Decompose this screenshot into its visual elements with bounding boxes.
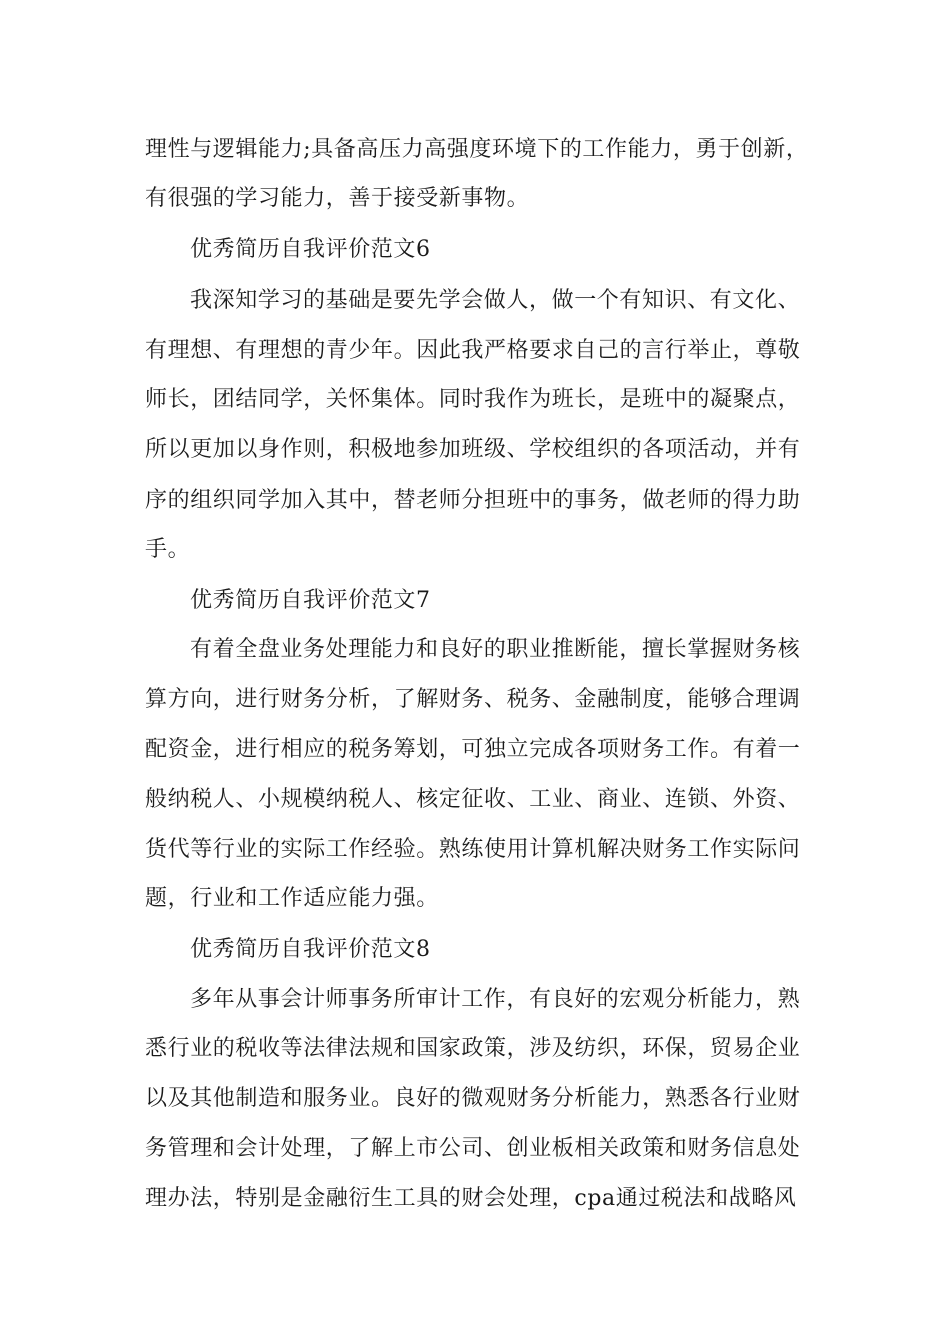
section-heading: 优秀简历自我评价范文6 [190,237,431,262]
text-line: 多年从事会计师事务所审计工作，有良好的宏观分析能力，熟 [190,987,801,1012]
text-line: 序的组织同学加入其中，替老师分担班中的事务，做老师的得力助 [145,488,801,513]
section-heading: 优秀简历自我评价范文7 [190,588,431,613]
text-line: 理性与逻辑能力;具备高压力高强度环境下的工作能力，勇于创新， [145,137,809,162]
section-heading: 优秀简历自我评价范文8 [190,937,431,962]
text-line: 有很强的学习能力，善于接受新事物。 [145,186,530,211]
text-line: 题，行业和工作适应能力强。 [145,886,439,911]
text-line: 理办法，特别是金融衍生工具的财会处理，cpa通过税法和战略风 [145,1186,797,1211]
text-line: 般纳税人、小规模纳税人、核定征收、工业、商业、连锁、外资、 [145,787,801,812]
text-line: 有理想、有理想的青少年。因此我严格要求自己的言行举止，尊敬 [145,338,801,363]
text-line: 算方向，进行财务分析，了解财务、税务、金融制度，能够合理调 [145,687,801,712]
text-line: 师长，团结同学，关怀集体。同时我作为班长，是班中的凝聚点， [145,387,801,412]
text-line: 手。 [145,537,191,562]
text-line: 所以更加以身作则，积极地参加班级、学校组织的各项活动，并有 [145,437,801,462]
text-line: 货代等行业的实际工作经验。熟练使用计算机解决财务工作实际问 [145,837,801,862]
text-line: 悉行业的税收等法律法规和国家政策，涉及纺织，环保，贸易企业 [145,1036,801,1061]
text-line: 我深知学习的基础是要先学会做人，做一个有知识、有文化、 [190,288,801,313]
text-line: 以及其他制造和服务业。良好的微观财务分析能力，熟悉各行业财 [145,1086,801,1111]
text-line: 务管理和会计处理，了解上市公司、创业板相关政策和财务信息处 [145,1136,801,1161]
text-line: 配资金，进行相应的税务筹划，可独立完成各项财务工作。有着一 [145,737,801,762]
text-line: 有着全盘业务处理能力和良好的职业推断能，擅长掌握财务核 [190,637,801,662]
